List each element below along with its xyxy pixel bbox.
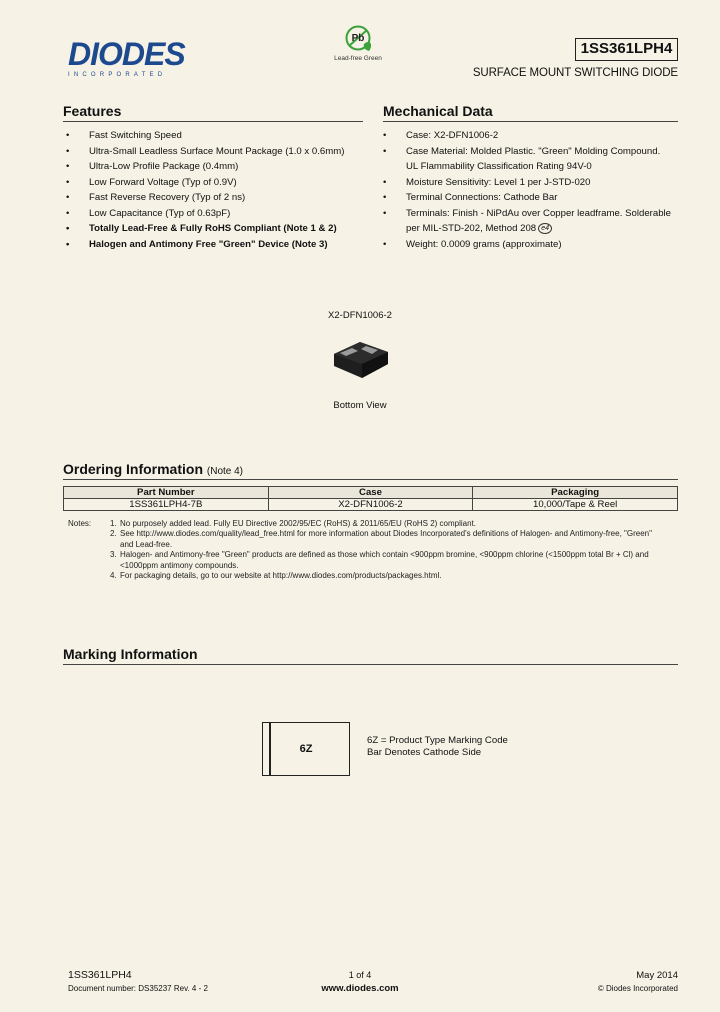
marking-heading: Marking Information: [63, 646, 678, 665]
mech-material-cont: UL Flammability Classification Rating 94V-0: [406, 161, 592, 172]
mech-terminals-cont: [383, 221, 552, 237]
marking-diagram: [262, 722, 350, 776]
marking-desc-line: Bar Denotes Cathode Side: [367, 747, 482, 758]
table-header-cell: Part Number: [64, 487, 269, 499]
mech-material: • Case Material: Molded Plastic. "Green" Molding Compound.: [383, 144, 683, 160]
footer-page-number: 1 of 4: [348, 970, 372, 980]
lead-free-label: Lead-free Green: [334, 55, 382, 62]
mechanical-list: [383, 128, 683, 159]
note-text: See http://www.diodes.com/quality/lead_free.html for more information about Diodes Incorporated's definitions of Halogen- and Antimony-free, "Green": [120, 529, 652, 539]
mech-weight: • Weight: 0.0009 grams (approximate): [383, 237, 683, 253]
lead-free-badge: [328, 24, 388, 62]
note-text: and Lead-free.: [120, 539, 173, 549]
table-cell: 10,000/Tape & Reel: [473, 499, 678, 511]
part-number-box: 1SS361LPH4: [575, 38, 678, 61]
mechanical-heading: Mechanical Data: [383, 103, 678, 122]
feature-item: • Totally Lead-Free & Fully RoHS Compliant (Note 1 & 2): [66, 221, 366, 237]
feature-item: • Fast Reverse Recovery (Typ of 2 ns): [66, 190, 366, 206]
ordering-heading: [63, 461, 678, 480]
footer-document-number: Document number: DS35237 Rev. 4 - 2: [68, 984, 208, 993]
footer-date: May 2014: [636, 970, 678, 981]
logo-subtext: INCORPORATED: [68, 72, 167, 78]
notes-label: Notes:: [68, 519, 92, 528]
mech-case: • Case: X2-DFN1006-2: [383, 128, 683, 144]
pb-symbol: Pb: [351, 33, 365, 44]
note-text: Halogen- and Antimony-free "Green" products are defined as those which contain <900ppm bromine, <900ppm chlorine (<1500ppm total Br + Cl) and: [120, 550, 649, 560]
document-subtitle: SURFACE MOUNT SWITCHING DIODE: [472, 67, 678, 79]
leaf-green-icon: [341, 24, 375, 54]
mech-terminals-cont-text: per MIL-STD-202, Method 208: [406, 223, 537, 234]
note-number: 4.: [110, 571, 117, 580]
note-text: For packaging details, go to our website at http://www.diodes.com/products/packages.html.: [120, 571, 442, 580]
ordering-note-ref: (Note 4): [206, 466, 244, 477]
feature-item: • Low Forward Voltage (Typ of 0.9V): [66, 175, 366, 191]
table-header-cell: Packaging: [473, 487, 678, 499]
note-number: 2.: [110, 529, 117, 539]
note-number: 1.: [110, 519, 117, 528]
mech-moisture: • Moisture Sensitivity: Level 1 per J-STD-020: [383, 175, 683, 191]
logo-text: DIODES: [68, 36, 185, 72]
footer-website-link[interactable]: www.diodes.com: [321, 983, 399, 994]
features-list: [66, 128, 366, 252]
marking-description: [367, 735, 508, 759]
note-text: <1000ppm antimony compounds.: [120, 560, 239, 570]
table-row: [64, 499, 678, 511]
footer-part-number: 1SS361LPH4: [68, 969, 132, 981]
note-text: No purposely added lead. Fully EU Directive 2002/95/EC (RoHS) & 2011/65/EU (RoHS 2) compliant.: [120, 519, 477, 528]
feature-item: • Low Capacitance (Typ of 0.63pF): [66, 206, 366, 222]
feature-item: • Ultra-Small Leadless Surface Mount Package (1.0 x 0.6mm): [66, 144, 366, 160]
table-cell: 1SS361LPH4-7B: [64, 499, 269, 511]
ordering-table: [63, 486, 678, 511]
notes-block: [68, 519, 718, 579]
feature-item: • Fast Switching Speed: [66, 128, 366, 144]
features-heading: Features: [63, 103, 363, 122]
note-number: 3.: [110, 550, 117, 560]
feature-item: • Ultra-Low Profile Package (0.4mm): [66, 159, 366, 175]
table-cell: X2-DFN1006-2: [268, 499, 473, 511]
mechanical-list-3: [383, 237, 683, 253]
ordering-title: Ordering Information: [63, 461, 203, 477]
feature-item: • Halogen and Antimony Free "Green" Device (Note 3): [66, 237, 366, 253]
table-header-row: [64, 487, 678, 499]
marking-desc-line: 6Z = Product Type Marking Code: [367, 735, 508, 746]
mech-terminal-conn: • Terminal Connections: Cathode Bar: [383, 190, 683, 206]
diodes-logo: [68, 38, 198, 80]
e4-mark-icon: e4: [538, 223, 552, 234]
mechanical-list-2: [383, 175, 683, 222]
marking-code: 6Z: [299, 743, 313, 755]
footer-copyright: © Diodes Incorporated: [597, 984, 678, 993]
package-view-label: Bottom View: [333, 400, 387, 411]
table-header-cell: Case: [268, 487, 473, 499]
mech-terminals: • Terminals: Finish - NiPdAu over Copper leadframe. Solderable: [383, 206, 683, 222]
package-name: X2-DFN1006-2: [328, 310, 392, 321]
package-bottom-view-image: [330, 332, 390, 382]
